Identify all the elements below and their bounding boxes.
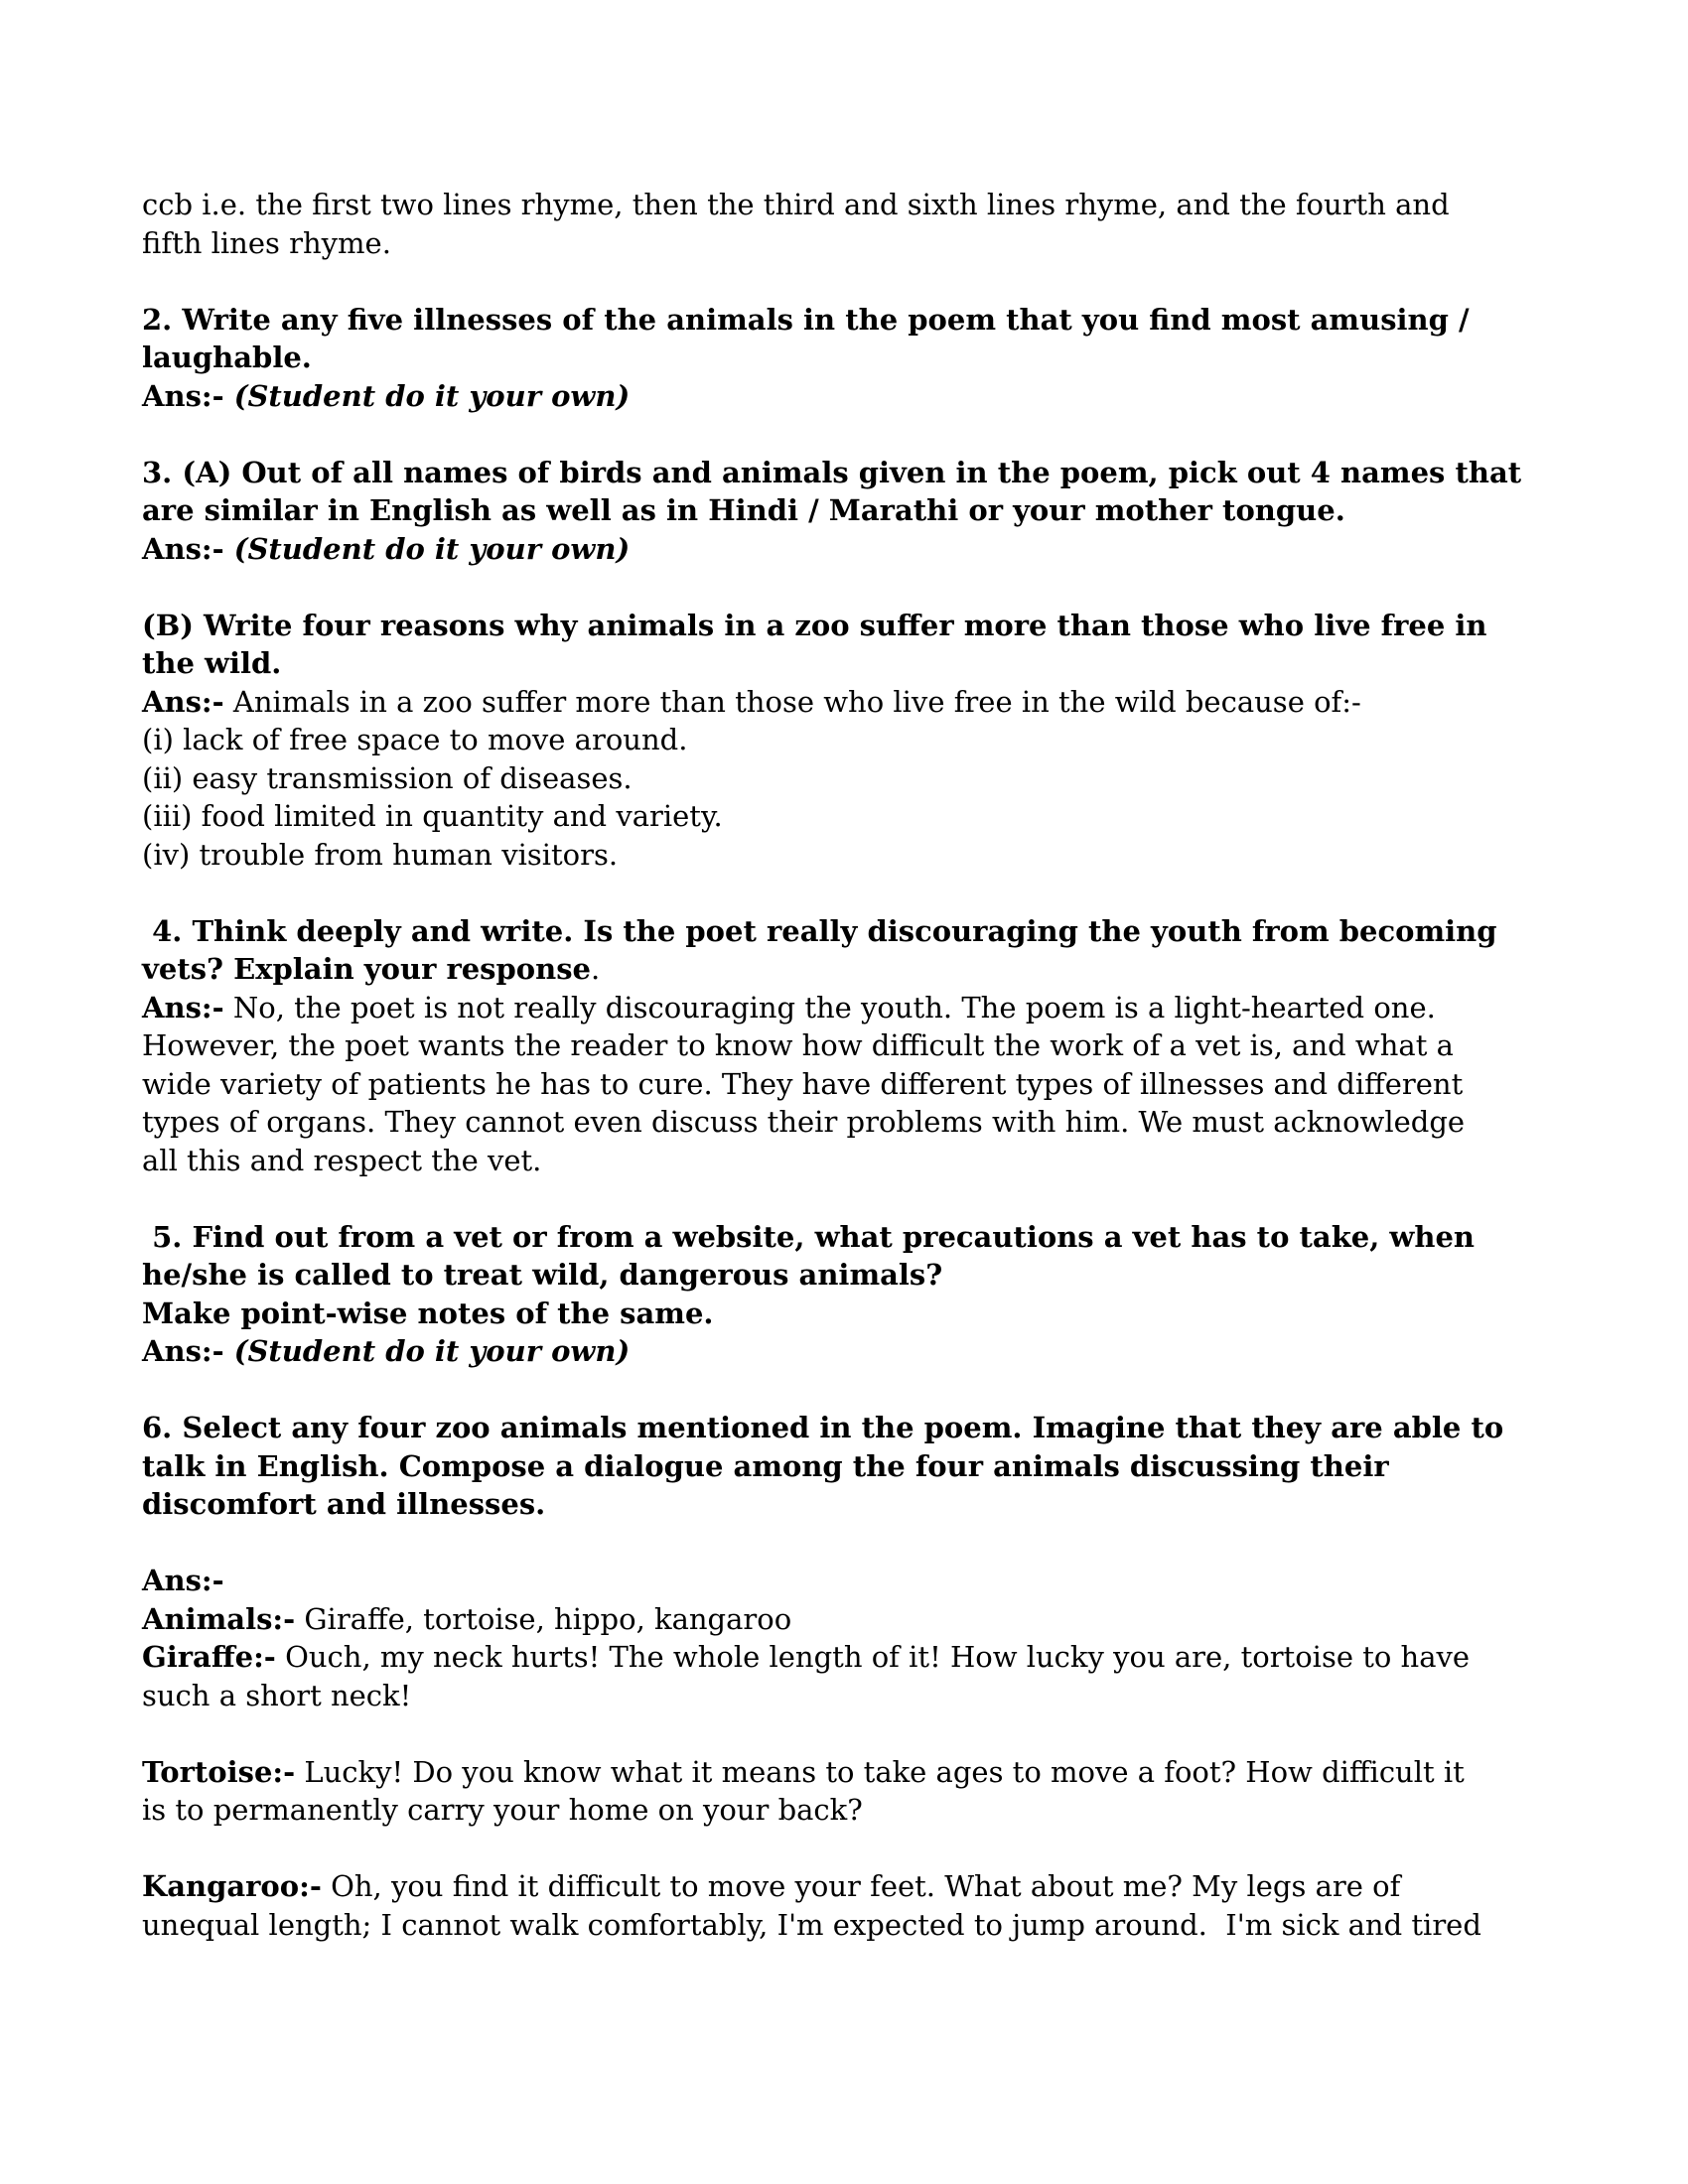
text-line	[142, 1142, 1631, 1180]
bold-text: discomfort and illnesses.	[142, 1487, 546, 1521]
section-question-4	[142, 912, 1631, 1180]
text-line	[142, 224, 1631, 263]
body-text: (i) lack of free space to move around.	[142, 723, 688, 756]
text-line	[142, 1753, 1631, 1792]
bold-italic-text: (Student do it your own)	[233, 378, 631, 413]
body-text: Giraffe, tortoise, hippo, kangaroo	[295, 1601, 792, 1636]
text-line	[142, 644, 1631, 683]
bold-text: 6. Select any four zoo animals mentioned in the poem. Imagine that they are able to	[142, 1411, 1504, 1444]
body-text: Lucky! Do you know what it means to take ages to move a foot? How difficult it	[295, 1754, 1465, 1789]
section-question-3a	[142, 454, 1631, 569]
text-line	[142, 186, 1631, 224]
bold-text: talk in English. Compose a dialogue among the four animals discussing their	[142, 1448, 1389, 1483]
section-question-3b	[142, 607, 1631, 875]
bold-text: 2. Write any five illnesses of the animals in the poem that you find most amusing /	[142, 302, 1470, 337]
section-rhyme-scheme-intro	[142, 186, 1631, 262]
bold-text: vets? Explain your response	[142, 952, 591, 986]
body-text: wide variety of patients he has to cure. They have different types of illnesses and different	[142, 1066, 1464, 1101]
text-line	[142, 1562, 1631, 1600]
text-line	[142, 1295, 1631, 1333]
body-text: types of organs. They cannot even discuss their problems with him. We must acknowledge	[142, 1105, 1466, 1139]
section-question-2	[142, 301, 1631, 416]
text-line	[142, 950, 1631, 989]
text-line	[142, 1485, 1631, 1524]
text-line	[142, 721, 1631, 759]
bold-text: the wild.	[142, 646, 282, 680]
text-line	[142, 683, 1631, 722]
text-line	[142, 759, 1631, 798]
text-line	[142, 607, 1631, 645]
bold-text: Ans:-	[142, 1334, 234, 1368]
bold-text: Ans:-	[142, 378, 234, 413]
bold-text: Make point-wise notes of the same.	[142, 1296, 714, 1330]
body-text: .	[590, 952, 601, 986]
text-line	[142, 836, 1631, 875]
bold-text: Animals:-	[142, 1601, 296, 1636]
body-text: fifth lines rhyme.	[142, 225, 391, 260]
text-line	[142, 1906, 1631, 1945]
bold-text: laughable.	[142, 341, 312, 374]
body-text: such a short neck!	[142, 1678, 412, 1712]
body-text: No, the poet is not really discouraging the youth. The poem is a light-hearted one.	[223, 990, 1436, 1024]
body-text: is to permanently carry your home on your back?	[142, 1793, 863, 1827]
text-line	[142, 1026, 1631, 1065]
bold-text: Giraffe:-	[142, 1640, 276, 1674]
text-line	[142, 912, 1631, 951]
text-line	[142, 797, 1631, 836]
body-text: (iv) trouble from human visitors.	[142, 837, 619, 872]
bold-text: Kangaroo:-	[142, 1869, 322, 1903]
section-question-6-answer	[142, 1562, 1631, 1714]
bold-text: Ans:-	[142, 531, 234, 566]
text-line	[142, 1791, 1631, 1830]
text-line	[142, 377, 1631, 416]
bold-text: Ans:-	[142, 1564, 224, 1597]
section-dialogue-kangaroo	[142, 1867, 1631, 1944]
bold-text: Ans:-	[142, 684, 224, 719]
body-text: Oh, you find it difficult to move your feet. What about me? My legs are of	[321, 1869, 1401, 1903]
section-question-6	[142, 1409, 1631, 1524]
bold-text: 3. (A) Out of all names of birds and animals given in the poem, pick out 4 names that	[142, 455, 1522, 489]
bold-italic-text: (Student do it your own)	[233, 531, 631, 566]
text-line	[142, 1332, 1631, 1371]
text-line	[142, 339, 1631, 377]
bold-text: Tortoise:-	[142, 1754, 296, 1789]
text-line	[142, 1447, 1631, 1486]
bold-text: 4. Think deeply and write. Is the poet really discouraging the youth from becoming	[142, 913, 1497, 948]
text-line	[142, 1103, 1631, 1142]
text-line	[142, 1256, 1631, 1295]
body-text: Ouch, my neck hurts! The whole length of it! How lucky you are, tortoise to have	[275, 1640, 1471, 1674]
text-line	[142, 1065, 1631, 1104]
bold-text: he/she is called to treat wild, dangerous animals?	[142, 1258, 943, 1292]
text-line	[142, 301, 1631, 340]
text-line	[142, 1638, 1631, 1677]
text-line	[142, 1677, 1631, 1715]
body-text: unequal length; I cannot walk comfortably, I'm expected to jump around. I'm sick and tired	[142, 1907, 1481, 1942]
text-line	[142, 1218, 1631, 1257]
document-content	[142, 186, 1631, 1944]
bold-text: are similar in English as well as in Hindi / Marathi or your mother tongue.	[142, 493, 1345, 527]
bold-text: 5. Find out from a vet or from a website, what precautions a vet has to take, when	[142, 1219, 1476, 1254]
text-line	[142, 491, 1631, 530]
body-text: (ii) easy transmission of diseases.	[142, 760, 633, 795]
body-text: all this and respect the vet.	[142, 1143, 542, 1177]
bold-text: Ans:-	[142, 990, 224, 1024]
text-line	[142, 1600, 1631, 1639]
text-line	[142, 1867, 1631, 1906]
bold-italic-text: (Student do it your own)	[233, 1334, 631, 1368]
text-line	[142, 989, 1631, 1027]
text-line	[142, 1409, 1631, 1447]
section-question-5	[142, 1218, 1631, 1371]
text-line	[142, 530, 1631, 569]
body-text: Animals in a zoo suffer more than those who live free in the wild because of:-	[223, 684, 1361, 719]
text-line	[142, 454, 1631, 492]
body-text: ccb i.e. the first two lines rhyme, then the third and sixth lines rhyme, and the fourth and	[142, 188, 1450, 221]
body-text: However, the poet wants the reader to know how difficult the work of a vet is, and what a	[142, 1028, 1454, 1062]
bold-text: (B) Write four reasons why animals in a zoo suffer more than those who live free in	[142, 608, 1487, 642]
section-dialogue-tortoise	[142, 1753, 1631, 1830]
body-text: (iii) food limited in quantity and variety.	[142, 799, 723, 833]
